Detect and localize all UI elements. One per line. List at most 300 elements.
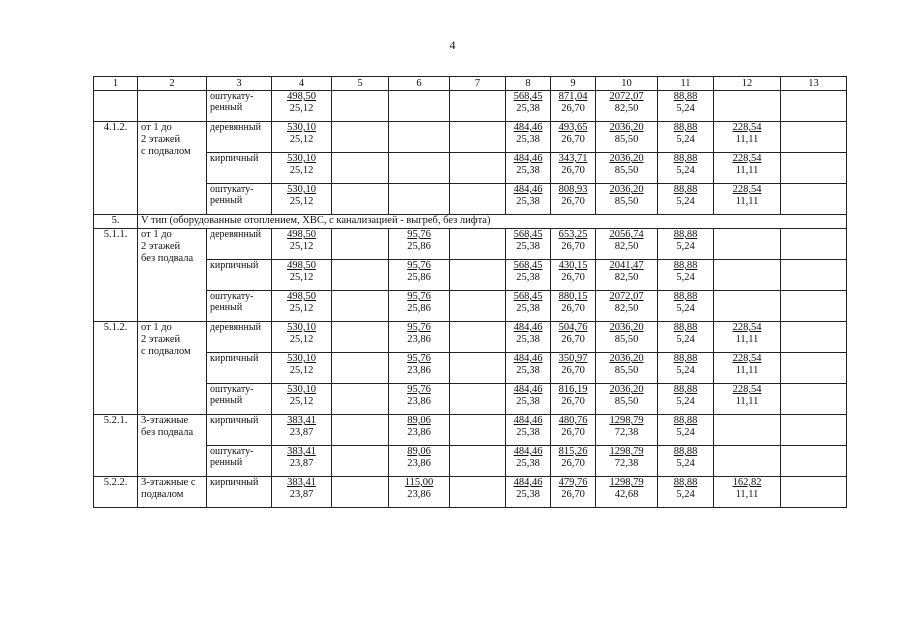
cell-col7 xyxy=(450,322,506,353)
cell-col8-bottom: 25,38 xyxy=(516,103,540,114)
wall-material: оштукату- ренный xyxy=(207,291,272,322)
cell-col9-top: 815,26 xyxy=(558,446,588,457)
cell-col10-bottom: 85,50 xyxy=(614,165,639,176)
row-description: от 1 до 2 этажей с подвалом xyxy=(138,122,207,215)
page-number: 4 xyxy=(449,38,456,52)
cell-col13 xyxy=(781,477,847,508)
cell-col12 xyxy=(714,291,781,322)
cell-col4-top: 530,10 xyxy=(287,122,316,133)
cell-col4-bottom: 25,12 xyxy=(289,165,314,176)
cell-col9-bottom: 26,70 xyxy=(561,241,585,252)
cell-col7 xyxy=(450,446,506,477)
cell-col5 xyxy=(332,353,389,384)
cell-col11 xyxy=(658,353,714,384)
table-row xyxy=(94,122,847,153)
cell-col11-top: 88,88 xyxy=(673,353,698,364)
cell-col8 xyxy=(506,229,551,260)
cell-col6 xyxy=(389,122,450,153)
cell-col6-top: 115,00 xyxy=(404,477,434,488)
wall-material: оштукату- ренный xyxy=(207,384,272,415)
cell-col5 xyxy=(332,446,389,477)
cell-col8-top: 484,46 xyxy=(513,477,543,488)
cell-col9 xyxy=(551,415,596,446)
cell-col12-bottom: 11,11 xyxy=(735,396,759,407)
cell-col11 xyxy=(658,477,714,508)
cell-col11-bottom: 5,24 xyxy=(676,103,695,114)
cell-col9 xyxy=(551,260,596,291)
cell-col9-bottom: 26,70 xyxy=(561,196,585,207)
cell-col12-top: 228,54 xyxy=(732,122,762,133)
cell-col13 xyxy=(781,260,847,291)
cell-col11-top: 88,88 xyxy=(673,153,698,164)
cell-col4-bottom: 25,12 xyxy=(289,303,314,314)
cell-col11-top: 88,88 xyxy=(673,122,698,133)
cell-col12 xyxy=(714,353,781,384)
cell-col10-top: 2036,20 xyxy=(609,122,644,133)
cell-col9 xyxy=(551,291,596,322)
cell-col5 xyxy=(332,91,389,122)
cell-col4 xyxy=(272,353,332,384)
cell-col7 xyxy=(450,91,506,122)
cell-col13 xyxy=(781,184,847,215)
cell-col9-bottom: 26,70 xyxy=(561,458,585,469)
cell-col5 xyxy=(332,229,389,260)
cell-col4-top: 530,10 xyxy=(287,353,316,364)
cell-col8-top: 484,46 xyxy=(513,122,543,133)
cell-col5 xyxy=(332,322,389,353)
cell-col8-bottom: 25,38 xyxy=(516,458,540,469)
wall-material: деревянный xyxy=(207,322,272,353)
cell-col8-top: 568,45 xyxy=(513,291,543,302)
table-row xyxy=(94,260,847,291)
cell-col6 xyxy=(389,291,450,322)
cell-col11-top: 88,88 xyxy=(673,446,698,457)
cell-col11 xyxy=(658,184,714,215)
cell-col4 xyxy=(272,384,332,415)
cell-col8-top: 484,46 xyxy=(513,384,543,395)
cell-col4-top: 498,50 xyxy=(287,91,316,102)
cell-col4 xyxy=(272,260,332,291)
cell-col6-bottom: 23,86 xyxy=(407,365,431,376)
cell-col9 xyxy=(551,153,596,184)
cell-col7 xyxy=(450,477,506,508)
col-header: 10 xyxy=(596,77,658,91)
cell-col4 xyxy=(272,477,332,508)
section-code: 5. xyxy=(94,215,138,229)
cell-col5 xyxy=(332,415,389,446)
cell-col4-top: 498,50 xyxy=(287,260,316,271)
cell-col6-top: 95,76 xyxy=(407,353,431,364)
cell-col7 xyxy=(450,184,506,215)
cell-col9 xyxy=(551,122,596,153)
table-row xyxy=(94,415,847,446)
cell-col4 xyxy=(272,291,332,322)
table-row xyxy=(94,446,847,477)
table-row xyxy=(94,184,847,215)
cell-col6-bottom: 25,86 xyxy=(407,303,431,314)
cell-col10-bottom: 82,50 xyxy=(614,241,639,252)
cell-col9-top: 880,15 xyxy=(558,291,588,302)
cell-col8-top: 568,45 xyxy=(513,229,543,240)
cell-col12 xyxy=(714,229,781,260)
cell-col8-bottom: 25,38 xyxy=(516,427,540,438)
cell-col8-bottom: 25,38 xyxy=(516,303,540,314)
cell-col5 xyxy=(332,477,389,508)
header-row xyxy=(94,77,847,91)
cell-col11 xyxy=(658,446,714,477)
cell-col13 xyxy=(781,353,847,384)
cell-col9-bottom: 26,70 xyxy=(561,134,585,145)
col-header: 9 xyxy=(551,77,596,91)
cell-col10-top: 2036,20 xyxy=(609,384,644,395)
cell-col9-bottom: 26,70 xyxy=(561,427,585,438)
cell-col12-bottom: 11,11 xyxy=(735,165,759,176)
cell-col10-bottom: 85,50 xyxy=(614,365,639,376)
cell-col6-top: 89,06 xyxy=(407,415,431,426)
cell-col9-bottom: 26,70 xyxy=(561,489,585,500)
cell-col10 xyxy=(596,353,658,384)
cell-col10 xyxy=(596,415,658,446)
cell-col5 xyxy=(332,153,389,184)
cell-col4 xyxy=(272,415,332,446)
row-code: 4.1.2. xyxy=(94,122,138,215)
cell-col10-top: 2036,20 xyxy=(609,353,644,364)
cell-col13 xyxy=(781,322,847,353)
cell-col11-bottom: 5,24 xyxy=(676,165,695,176)
cell-col10-bottom: 72,38 xyxy=(614,427,639,438)
cell-col9 xyxy=(551,91,596,122)
cell-col10-top: 2056,74 xyxy=(609,229,644,240)
cell-col8-top: 484,46 xyxy=(513,184,543,195)
col-header: 4 xyxy=(272,77,332,91)
cell-col6 xyxy=(389,91,450,122)
cell-col11 xyxy=(658,322,714,353)
cell-col8-top: 484,46 xyxy=(513,153,543,164)
cell-col4-top: 530,10 xyxy=(287,184,316,195)
cell-col10 xyxy=(596,260,658,291)
cell-col4-bottom: 25,12 xyxy=(289,196,314,207)
cell-col9-top: 653,25 xyxy=(558,229,588,240)
cell-col11-bottom: 5,24 xyxy=(676,303,695,314)
cell-col4 xyxy=(272,122,332,153)
cell-col9 xyxy=(551,322,596,353)
cell-col12-bottom: 11,11 xyxy=(735,365,759,376)
cell-col9-bottom: 26,70 xyxy=(561,103,585,114)
cell-col6-bottom: 25,86 xyxy=(407,241,431,252)
cell-col6 xyxy=(389,184,450,215)
row-code: 5.1.2. xyxy=(94,322,138,415)
cell-col8 xyxy=(506,260,551,291)
cell-col9-top: 808,93 xyxy=(558,184,588,195)
cell-col5 xyxy=(332,291,389,322)
section-row xyxy=(94,215,847,229)
cell-col11-top: 88,88 xyxy=(673,384,698,395)
cell-col9-top: 480,76 xyxy=(558,415,588,426)
cell-col11-bottom: 5,24 xyxy=(676,489,695,500)
table-row xyxy=(94,322,847,353)
section-title: V тип (оборудованные отоплением, ХВС, с канализацией - выгреб, без лифта) xyxy=(138,215,847,229)
table-row xyxy=(94,91,847,122)
cell-col11-top: 88,88 xyxy=(673,322,698,333)
table-row xyxy=(94,229,847,260)
cell-col8 xyxy=(506,353,551,384)
wall-material: кирпичный xyxy=(207,260,272,291)
cell-col6-bottom: 23,86 xyxy=(407,396,431,407)
cell-col9-top: 430,15 xyxy=(558,260,588,271)
cell-col6 xyxy=(389,353,450,384)
cell-col7 xyxy=(450,384,506,415)
cell-col4-top: 498,50 xyxy=(287,291,316,302)
col-header: 8 xyxy=(506,77,551,91)
cell-col12 xyxy=(714,91,781,122)
cell-col6-top: 89,06 xyxy=(407,446,431,457)
cell-col6-top: 95,76 xyxy=(407,291,431,302)
cell-col8-top: 484,46 xyxy=(513,353,543,364)
cell-col10-bottom: 85,50 xyxy=(614,334,639,345)
tariff-table xyxy=(93,76,847,508)
wall-material: кирпичный xyxy=(207,477,272,508)
cell-col10-bottom: 82,50 xyxy=(614,303,639,314)
cell-col6-top: 95,76 xyxy=(407,384,431,395)
row-description: от 1 до 2 этажей с подвалом xyxy=(138,322,207,415)
cell-col12 xyxy=(714,384,781,415)
cell-col8-top: 484,46 xyxy=(513,415,543,426)
col-header: 5 xyxy=(332,77,389,91)
cell-col9-bottom: 26,70 xyxy=(561,303,585,314)
cell-col8-bottom: 25,38 xyxy=(516,165,540,176)
cell-col6 xyxy=(389,384,450,415)
cell-col4-bottom: 25,12 xyxy=(289,272,314,283)
cell-col8-bottom: 25,38 xyxy=(516,134,540,145)
cell-col11-top: 88,88 xyxy=(673,91,698,102)
cell-col10-top: 1298,79 xyxy=(609,477,644,488)
cell-col6 xyxy=(389,322,450,353)
col-header: 7 xyxy=(450,77,506,91)
cell-col10-top: 2041,47 xyxy=(609,260,644,271)
cell-col12 xyxy=(714,415,781,446)
cell-col11-bottom: 5,24 xyxy=(676,196,695,207)
cell-col8 xyxy=(506,153,551,184)
cell-col7 xyxy=(450,153,506,184)
cell-col8 xyxy=(506,384,551,415)
cell-col7 xyxy=(450,122,506,153)
cell-col5 xyxy=(332,122,389,153)
cell-col8 xyxy=(506,322,551,353)
cell-col11-top: 88,88 xyxy=(673,291,698,302)
cell-col9 xyxy=(551,477,596,508)
cell-col13 xyxy=(781,446,847,477)
cell-col11-bottom: 5,24 xyxy=(676,134,695,145)
col-header: 6 xyxy=(389,77,450,91)
cell-col8-bottom: 25,38 xyxy=(516,272,540,283)
cell-col6 xyxy=(389,446,450,477)
cell-col4-top: 530,10 xyxy=(287,322,316,333)
cell-col11-bottom: 5,24 xyxy=(676,241,695,252)
cell-col10 xyxy=(596,384,658,415)
cell-col6-top: 95,76 xyxy=(407,229,431,240)
table-row xyxy=(94,291,847,322)
cell-col10-bottom: 85,50 xyxy=(614,396,639,407)
row-code: 5.1.1. xyxy=(94,229,138,322)
cell-col11-bottom: 5,24 xyxy=(676,334,695,345)
cell-col8-top: 568,45 xyxy=(513,91,543,102)
cell-col8 xyxy=(506,477,551,508)
row-description: 3-этажные с подвалом xyxy=(138,477,207,508)
wall-material: кирпичный xyxy=(207,153,272,184)
cell-col6 xyxy=(389,260,450,291)
cell-col4 xyxy=(272,91,332,122)
cell-col8-bottom: 25,38 xyxy=(516,196,540,207)
cell-col11 xyxy=(658,122,714,153)
cell-col9 xyxy=(551,446,596,477)
cell-col6-top: 95,76 xyxy=(407,322,431,333)
cell-col9-bottom: 26,70 xyxy=(561,334,585,345)
col-header: 13 xyxy=(781,77,847,91)
cell-col6-bottom: 23,86 xyxy=(407,489,431,500)
cell-col4 xyxy=(272,446,332,477)
cell-col8 xyxy=(506,291,551,322)
cell-col12-bottom: 11,11 xyxy=(735,334,759,345)
cell-col5 xyxy=(332,384,389,415)
cell-col8-top: 484,46 xyxy=(513,322,543,333)
cell-col4-top: 383,41 xyxy=(287,446,316,457)
cell-col4-top: 530,10 xyxy=(287,153,316,164)
cell-col10-bottom: 85,50 xyxy=(614,134,639,145)
table-row xyxy=(94,384,847,415)
cell-col11 xyxy=(658,91,714,122)
cell-col9-top: 816,19 xyxy=(558,384,588,395)
cell-col9 xyxy=(551,184,596,215)
cell-col12 xyxy=(714,122,781,153)
cell-col10 xyxy=(596,184,658,215)
cell-col11-top: 88,88 xyxy=(673,229,698,240)
cell-col10-top: 2072,07 xyxy=(609,291,644,302)
cell-col4-bottom: 25,12 xyxy=(289,365,314,376)
cell-col4 xyxy=(272,184,332,215)
cell-col8 xyxy=(506,446,551,477)
cell-col8-top: 568,45 xyxy=(513,260,543,271)
cell-col10-top: 2072,07 xyxy=(609,91,644,102)
row-code xyxy=(94,91,138,122)
cell-col10-bottom: 82,50 xyxy=(614,103,639,114)
cell-col6-bottom: 23,86 xyxy=(407,427,431,438)
cell-col9-top: 350,97 xyxy=(558,353,588,364)
cell-col5 xyxy=(332,260,389,291)
cell-col4-bottom: 25,12 xyxy=(289,134,314,145)
cell-col12-bottom: 11,11 xyxy=(735,196,759,207)
cell-col11 xyxy=(658,384,714,415)
cell-col13 xyxy=(781,384,847,415)
cell-col8-bottom: 25,38 xyxy=(516,396,540,407)
cell-col8 xyxy=(506,122,551,153)
cell-col12 xyxy=(714,260,781,291)
cell-col11-bottom: 5,24 xyxy=(676,396,695,407)
cell-col13 xyxy=(781,153,847,184)
cell-col8 xyxy=(506,184,551,215)
cell-col11 xyxy=(658,415,714,446)
cell-col4-bottom: 25,12 xyxy=(289,241,314,252)
cell-col8-bottom: 25,38 xyxy=(516,334,540,345)
cell-col10-top: 2036,20 xyxy=(609,184,644,195)
cell-col6 xyxy=(389,229,450,260)
cell-col6-top: 95,76 xyxy=(407,260,431,271)
wall-material: оштукату- ренный xyxy=(207,91,272,122)
cell-col4-bottom: 23,87 xyxy=(289,489,314,500)
cell-col8-bottom: 25,38 xyxy=(516,241,540,252)
cell-col10 xyxy=(596,291,658,322)
cell-col10 xyxy=(596,229,658,260)
cell-col11-bottom: 5,24 xyxy=(676,272,695,283)
cell-col11-top: 88,88 xyxy=(673,415,698,426)
cell-col11 xyxy=(658,260,714,291)
cell-col6 xyxy=(389,153,450,184)
cell-col4-bottom: 23,87 xyxy=(289,427,314,438)
wall-material: кирпичный xyxy=(207,415,272,446)
cell-col6-bottom: 25,86 xyxy=(407,272,431,283)
cell-col4-bottom: 25,12 xyxy=(289,334,314,345)
cell-col10-top: 1298,79 xyxy=(609,446,644,457)
cell-col10 xyxy=(596,446,658,477)
cell-col13 xyxy=(781,415,847,446)
cell-col10-top: 1298,79 xyxy=(609,415,644,426)
cell-col10-bottom: 82,50 xyxy=(614,272,639,283)
cell-col12 xyxy=(714,322,781,353)
cell-col4 xyxy=(272,322,332,353)
cell-col5 xyxy=(332,184,389,215)
col-header: 1 xyxy=(94,77,138,91)
cell-col12 xyxy=(714,477,781,508)
cell-col8-bottom: 25,38 xyxy=(516,489,540,500)
col-header: 2 xyxy=(138,77,207,91)
cell-col13 xyxy=(781,291,847,322)
cell-col12-top: 228,54 xyxy=(732,322,762,333)
cell-col6 xyxy=(389,415,450,446)
row-description: 3-этажные без подвала xyxy=(138,415,207,477)
cell-col12 xyxy=(714,184,781,215)
cell-col10-top: 2036,20 xyxy=(609,322,644,333)
cell-col9-bottom: 26,70 xyxy=(561,272,585,283)
cell-col9-top: 343,71 xyxy=(558,153,588,164)
cell-col12 xyxy=(714,153,781,184)
cell-col9-top: 871,04 xyxy=(558,91,588,102)
cell-col4 xyxy=(272,153,332,184)
cell-col9-bottom: 26,70 xyxy=(561,365,585,376)
row-code: 5.2.1. xyxy=(94,415,138,477)
cell-col4-top: 530,10 xyxy=(287,384,316,395)
wall-material: деревянный xyxy=(207,122,272,153)
cell-col10-bottom: 72,38 xyxy=(614,458,639,469)
cell-col11 xyxy=(658,153,714,184)
cell-col4-top: 383,41 xyxy=(287,477,316,488)
cell-col10 xyxy=(596,477,658,508)
cell-col10 xyxy=(596,122,658,153)
cell-col4 xyxy=(272,229,332,260)
cell-col11 xyxy=(658,291,714,322)
wall-material: оштукату- ренный xyxy=(207,184,272,215)
cell-col6-bottom: 23,86 xyxy=(407,458,431,469)
cell-col12-top: 228,54 xyxy=(732,384,762,395)
cell-col13 xyxy=(781,122,847,153)
row-description xyxy=(138,91,207,122)
cell-col9-top: 493,65 xyxy=(558,122,588,133)
col-header: 3 xyxy=(207,77,272,91)
cell-col10-bottom: 85,50 xyxy=(614,196,639,207)
cell-col4-top: 383,41 xyxy=(287,415,316,426)
cell-col9-bottom: 26,70 xyxy=(561,165,585,176)
wall-material: деревянный xyxy=(207,229,272,260)
cell-col4-top: 498,50 xyxy=(287,229,316,240)
table-row xyxy=(94,153,847,184)
